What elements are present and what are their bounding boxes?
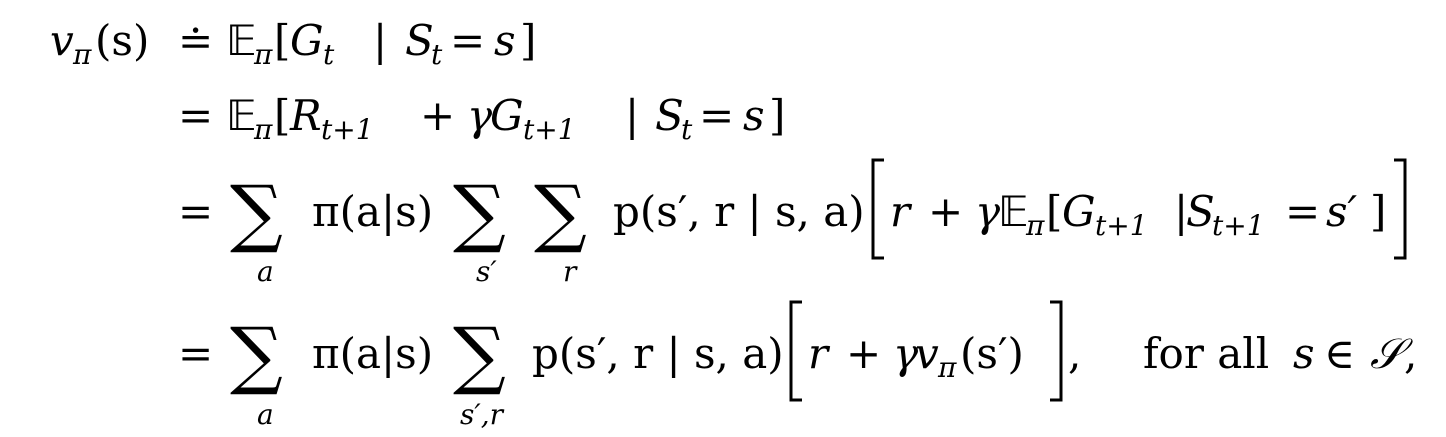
- close-bracket: ]: [769, 91, 786, 140]
- policy-term: π(a|s): [312, 329, 434, 378]
- state-s: s: [743, 91, 765, 140]
- state-s: s: [1293, 329, 1315, 378]
- open-bracket: [: [274, 16, 291, 65]
- sum-over-a-index: a: [257, 398, 274, 431]
- close-bracket: ]: [520, 16, 537, 65]
- comma: ,: [1068, 329, 1082, 378]
- conditional-bar: |: [373, 16, 388, 65]
- return-G-subscript: t+1: [523, 113, 576, 146]
- sum-over-sprime: ∑: [453, 170, 506, 256]
- value-v-subscript: π: [938, 351, 957, 384]
- reward-r: r: [808, 329, 829, 378]
- expectation-symbol: 𝔼: [998, 187, 1029, 236]
- equals-line-2: =: [178, 91, 214, 140]
- definition-relation: ≐: [178, 16, 214, 65]
- return-G-subscript: t: [323, 38, 335, 71]
- state-sprime: s′: [1326, 187, 1358, 236]
- equals: =: [1285, 187, 1321, 236]
- reward-R: R: [290, 91, 322, 140]
- trailing-comma: ,: [1404, 329, 1418, 378]
- big-right-bracket: [1394, 160, 1405, 258]
- state-set: 𝒮: [1370, 329, 1403, 378]
- big-left-bracket: [873, 160, 884, 258]
- sum-over-a-index: a: [257, 255, 274, 288]
- policy-term: π(a|s): [312, 187, 434, 236]
- sum-over-r: ∑: [534, 170, 587, 256]
- expectation-symbol: 𝔼: [226, 91, 257, 140]
- lhs-v-subscript: π: [73, 38, 92, 71]
- transition-term: p(s′, r | s, a): [613, 187, 865, 236]
- conditional-bar: |: [1174, 187, 1189, 236]
- state-S: S: [655, 91, 684, 140]
- sum-over-r-index: r: [563, 255, 577, 288]
- discount-gamma: γ: [975, 187, 1001, 236]
- expectation-subscript: π: [1026, 209, 1045, 242]
- plus: +: [420, 91, 456, 140]
- return-G-subscript: t+1: [1095, 209, 1148, 242]
- open-bracket: [: [1046, 187, 1063, 236]
- lhs-argument: (s): [95, 16, 150, 65]
- expectation-symbol: 𝔼: [226, 16, 257, 65]
- expectation-subscript: π: [254, 113, 273, 146]
- sum-over-a: ∑: [230, 312, 283, 398]
- big-left-bracket: [791, 302, 802, 400]
- state-S-subscript: t: [681, 113, 693, 146]
- sum-over-sprime-r-index: s′,r: [460, 398, 504, 431]
- plus: +: [928, 187, 964, 236]
- equals-line-3: =: [178, 187, 214, 236]
- equals: =: [450, 16, 486, 65]
- sum-over-a: ∑: [230, 170, 283, 256]
- expectation-subscript: π: [254, 38, 273, 71]
- state-s: s: [494, 16, 516, 65]
- transition-term: p(s′, r | s, a): [532, 329, 784, 378]
- equals: =: [699, 91, 735, 140]
- return-G: G: [1062, 187, 1096, 236]
- element-of: ∈: [1324, 329, 1356, 378]
- discount-gamma: γ: [893, 329, 919, 378]
- value-v: v: [915, 329, 939, 378]
- return-G: G: [290, 16, 324, 65]
- reward-r: r: [890, 187, 911, 236]
- open-bracket: [: [274, 91, 291, 140]
- value-argument: (s′): [960, 329, 1024, 378]
- equation-line-4: [178, 302, 1417, 431]
- equation-line-2: [178, 91, 785, 146]
- discount-gamma: γ: [467, 91, 493, 140]
- equals-line-4: =: [178, 329, 214, 378]
- equation-line-1: [50, 16, 536, 71]
- for-all-text: for all: [1143, 329, 1270, 378]
- plus: +: [846, 329, 882, 378]
- state-S-subscript: t: [431, 38, 443, 71]
- sum-over-sprime-r: ∑: [453, 312, 506, 398]
- state-S: S: [1186, 187, 1215, 236]
- close-bracket: ]: [1370, 187, 1387, 236]
- return-G: G: [490, 91, 524, 140]
- equation-line-3: [178, 160, 1405, 288]
- state-S-subscript: t+1: [1212, 209, 1265, 242]
- state-S: S: [405, 16, 434, 65]
- reward-R-subscript: t+1: [321, 113, 374, 146]
- conditional-bar: |: [625, 91, 640, 140]
- big-right-bracket: [1050, 302, 1061, 400]
- lhs-v: v: [50, 16, 74, 65]
- sum-over-sprime-index: s′: [476, 255, 497, 288]
